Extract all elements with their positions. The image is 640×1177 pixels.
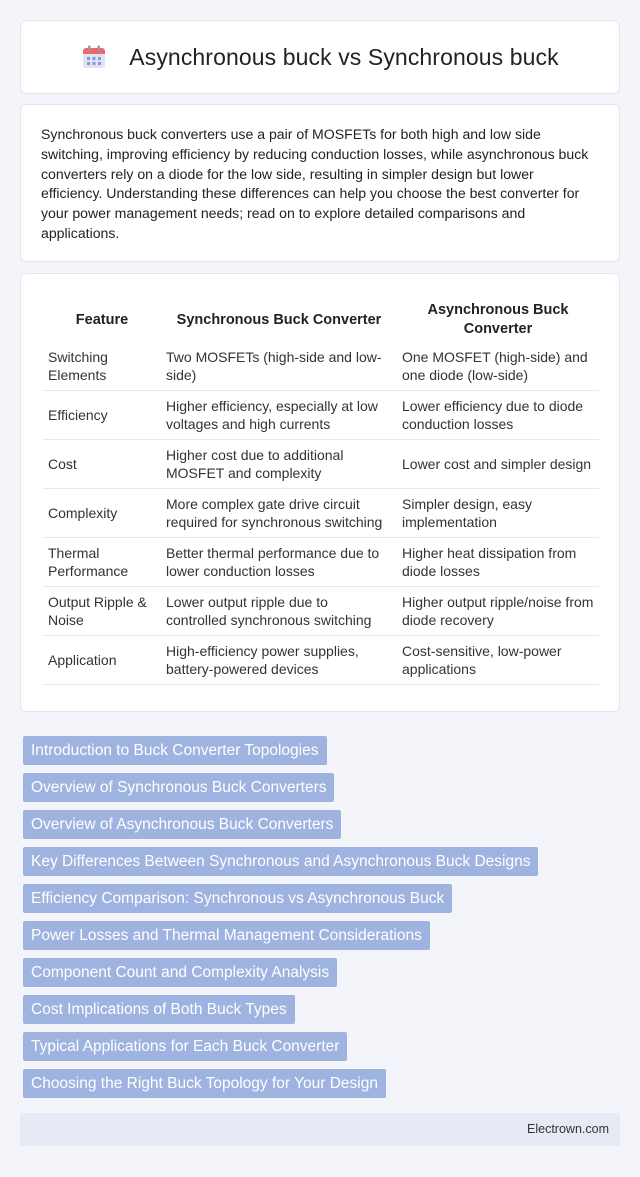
topic-link[interactable]: Efficiency Comparison: Synchronous vs Asynchronous Buck	[23, 884, 452, 913]
feature-cell: Thermal Performance	[43, 538, 161, 587]
intro-text: Synchronous buck converters use a pair of MOSFETs for both high and low side switching, improving efficiency by reducing conduction losses, while asynchronous buck converters rely on a diode for the low side, resulting in simpler design but lower efficiency. Understanding these differences can help you choose the best converter for your power management needs; read on to explore detailed comparisons and applications.	[41, 126, 589, 241]
asynchronous-cell: Higher heat dissipation from diode losses	[397, 538, 599, 587]
column-header: Asynchronous Buck Converter	[427, 302, 569, 337]
synchronous-cell: High-efficiency power supplies, battery-powered devices	[161, 636, 397, 685]
page-title: Asynchronous buck vs Synchronous buck	[129, 43, 559, 70]
table-row	[43, 587, 599, 636]
asynchronous-cell: Simpler design, easy implementation	[397, 489, 599, 538]
feature-cell: Cost	[43, 440, 161, 489]
calendar-icon	[81, 44, 107, 70]
topic-link[interactable]: Component Count and Complexity Analysis	[23, 958, 337, 987]
synchronous-cell: More complex gate drive circuit required for synchronous switching	[161, 489, 397, 538]
feature-cell: Output Ripple & Noise	[43, 587, 161, 636]
topic-link[interactable]: Cost Implications of Both Buck Types	[23, 995, 295, 1024]
feature-cell: Complexity	[43, 489, 161, 538]
synchronous-cell: Better thermal performance due to lower conduction losses	[161, 538, 397, 587]
table-row	[43, 440, 599, 489]
topic-link[interactable]: Typical Applications for Each Buck Converter	[23, 1032, 347, 1061]
topic-link[interactable]: Key Differences Between Synchronous and Asynchronous Buck Designs	[23, 847, 538, 876]
comparison-table-card	[20, 273, 620, 712]
topic-link[interactable]: Overview of Asynchronous Buck Converters	[23, 810, 341, 839]
asynchronous-cell: Cost-sensitive, low-power applications	[397, 636, 599, 685]
asynchronous-cell: Lower cost and simpler design	[397, 440, 599, 489]
table-row	[43, 391, 599, 440]
feature-cell: Switching Elements	[43, 342, 161, 391]
synchronous-cell: Higher cost due to additional MOSFET and complexity	[161, 440, 397, 489]
table-row	[43, 489, 599, 538]
topic-link[interactable]: Power Losses and Thermal Management Considerations	[23, 921, 430, 950]
column-header: Feature	[75, 311, 129, 328]
synchronous-cell: Two MOSFETs (high-side and low-side)	[161, 342, 397, 391]
intro-card	[20, 104, 620, 262]
footer	[20, 1113, 620, 1146]
header-card	[20, 20, 620, 94]
comparison-table	[43, 300, 599, 685]
table-row	[43, 342, 599, 391]
topic-link[interactable]: Introduction to Buck Converter Topologies	[23, 736, 327, 765]
feature-cell: Application	[43, 636, 161, 685]
table-row	[43, 538, 599, 587]
topic-link[interactable]: Overview of Synchronous Buck Converters	[23, 773, 334, 802]
synchronous-cell: Higher efficiency, especially at low voltages and high currents	[161, 391, 397, 440]
column-header: Synchronous Buck Converter	[176, 311, 382, 328]
asynchronous-cell: Higher output ripple/noise from diode recovery	[397, 587, 599, 636]
footer-text: Electrown.com	[527, 1122, 609, 1136]
topic-link[interactable]: Choosing the Right Buck Topology for Your Design	[23, 1069, 386, 1098]
table-row	[43, 636, 599, 685]
table-header-row	[43, 300, 599, 342]
feature-cell: Efficiency	[43, 391, 161, 440]
synchronous-cell: Lower output ripple due to controlled synchronous switching	[161, 587, 397, 636]
asynchronous-cell: One MOSFET (high-side) and one diode (low-side)	[397, 342, 599, 391]
asynchronous-cell: Lower efficiency due to diode conduction losses	[397, 391, 599, 440]
